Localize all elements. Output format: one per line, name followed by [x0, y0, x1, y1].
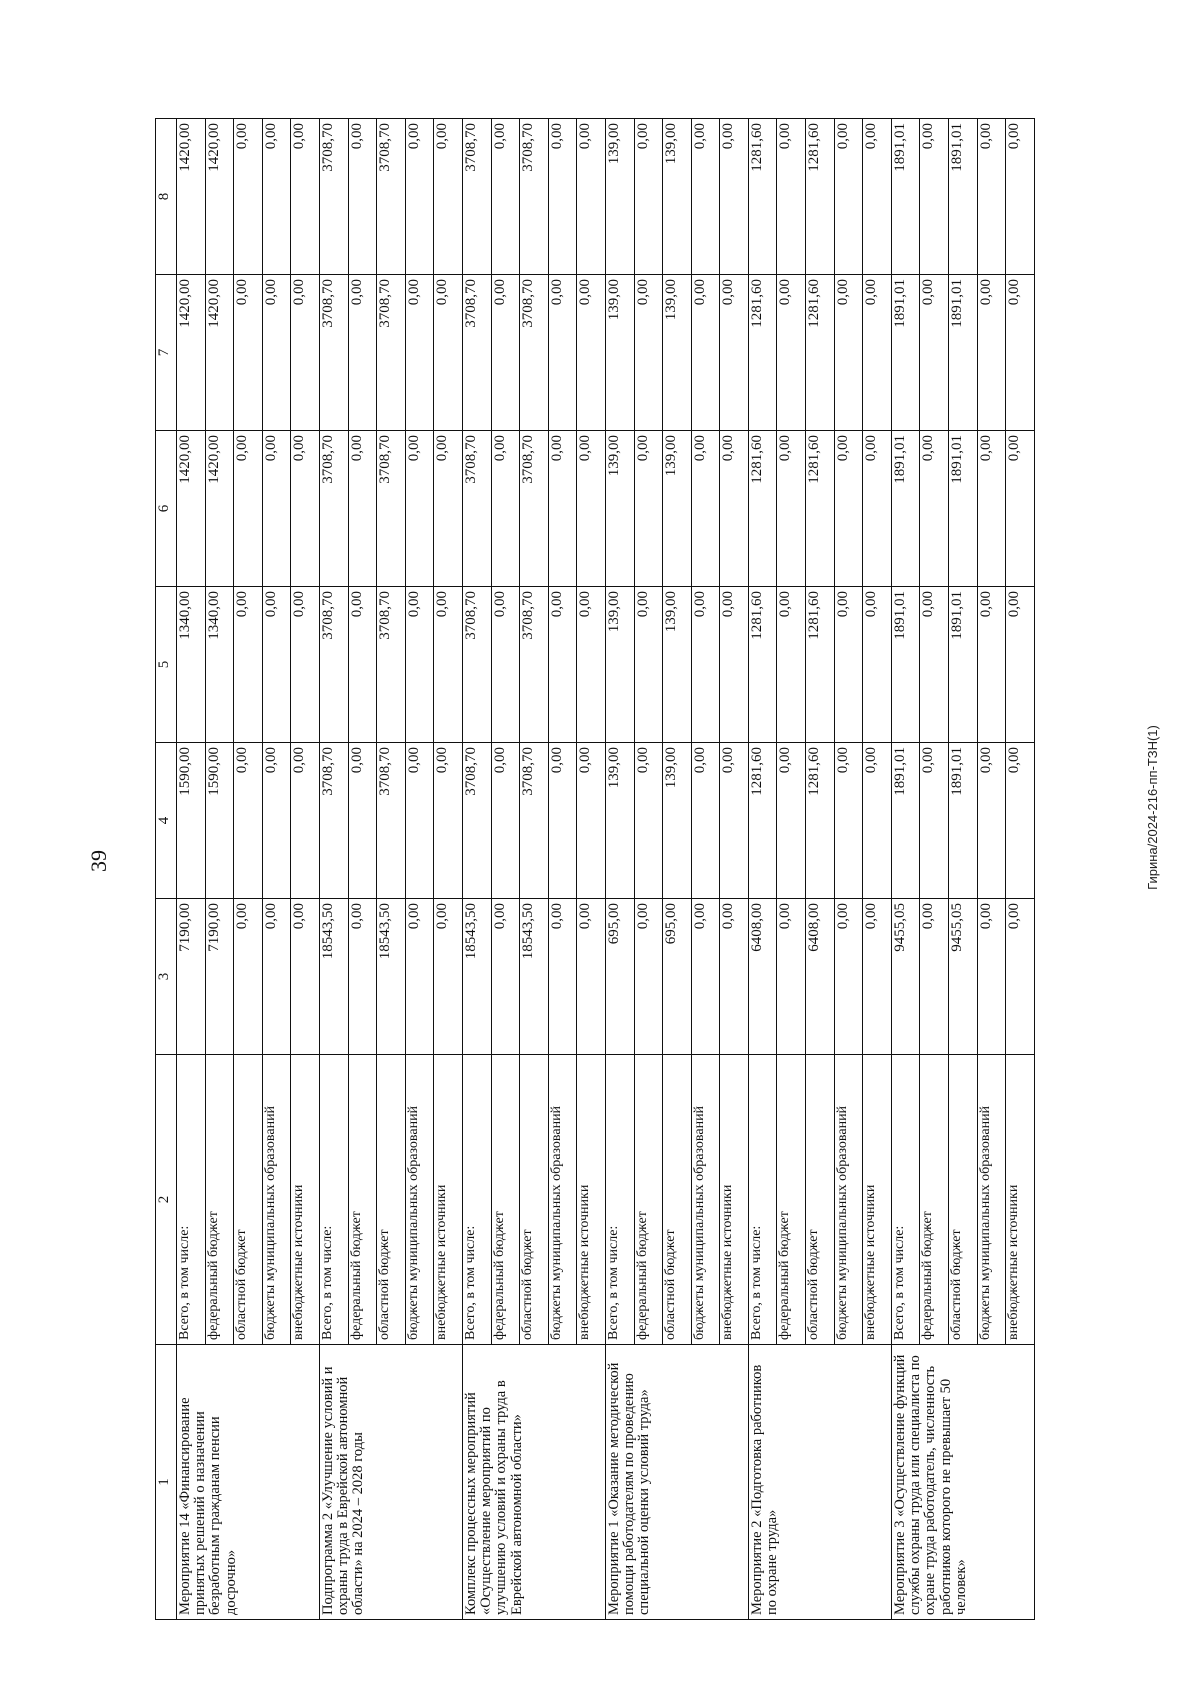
amount-cell: 0,00: [434, 899, 463, 1055]
amount-cell: 3708,70: [462, 587, 491, 743]
amount-cell: 18543,50: [462, 899, 491, 1055]
amount-cell: 3708,70: [377, 119, 406, 275]
amount-cell: 0,00: [577, 119, 606, 275]
amount-cell: 3708,70: [520, 743, 549, 899]
amount-cell: 0,00: [548, 275, 577, 431]
amount-cell: 0,00: [691, 899, 720, 1055]
amount-cell: 1420,00: [205, 275, 234, 431]
funding-source: внебюджетные источники: [577, 1055, 606, 1345]
amount-cell: 1281,60: [748, 743, 777, 899]
table-row: [319, 119, 348, 1620]
amount-cell: 3708,70: [377, 431, 406, 587]
column-header: 1: [156, 1345, 177, 1620]
amount-cell: 0,00: [691, 743, 720, 899]
amount-cell: 0,00: [634, 275, 663, 431]
column-header: 7: [156, 275, 177, 431]
amount-cell: 0,00: [291, 119, 320, 275]
amount-cell: 3708,70: [462, 119, 491, 275]
amount-cell: 1891,01: [949, 431, 978, 587]
amount-cell: 0,00: [548, 431, 577, 587]
amount-cell: 0,00: [634, 431, 663, 587]
amount-cell: 139,00: [663, 275, 692, 431]
funding-source: Всего, в том числе:: [605, 1055, 634, 1345]
amount-cell: 0,00: [920, 119, 949, 275]
amount-cell: 0,00: [291, 431, 320, 587]
amount-cell: 3708,70: [319, 587, 348, 743]
amount-cell: 0,00: [291, 275, 320, 431]
amount-cell: 0,00: [262, 587, 291, 743]
column-header: 5: [156, 587, 177, 743]
funding-source: Всего, в том числе:: [177, 1055, 206, 1345]
amount-cell: 0,00: [920, 431, 949, 587]
funding-source: федеральный бюджет: [205, 1055, 234, 1345]
funding-source: внебюджетные источники: [720, 1055, 749, 1345]
amount-cell: 0,00: [834, 275, 863, 431]
amount-cell: 3708,70: [520, 431, 549, 587]
amount-cell: 0,00: [291, 743, 320, 899]
amount-cell: 0,00: [834, 743, 863, 899]
amount-cell: 0,00: [834, 587, 863, 743]
table-row: [891, 119, 920, 1620]
amount-cell: 0,00: [634, 119, 663, 275]
amount-cell: 0,00: [262, 743, 291, 899]
amount-cell: 0,00: [434, 275, 463, 431]
funding-source: бюджеты муниципальных образований: [691, 1055, 720, 1345]
amount-cell: 0,00: [720, 587, 749, 743]
amount-cell: 695,00: [663, 899, 692, 1055]
amount-cell: 0,00: [777, 587, 806, 743]
amount-cell: 9455,05: [949, 899, 978, 1055]
amount-cell: 6408,00: [748, 899, 777, 1055]
amount-cell: 1281,60: [748, 275, 777, 431]
amount-cell: 0,00: [977, 899, 1006, 1055]
amount-cell: 1891,01: [949, 587, 978, 743]
amount-cell: 0,00: [348, 899, 377, 1055]
amount-cell: 695,00: [605, 899, 634, 1055]
amount-cell: 1891,01: [891, 587, 920, 743]
amount-cell: 0,00: [691, 587, 720, 743]
amount-cell: 0,00: [405, 431, 434, 587]
amount-cell: 18543,50: [319, 899, 348, 1055]
amount-cell: 3708,70: [462, 431, 491, 587]
amount-cell: 3708,70: [319, 431, 348, 587]
amount-cell: 3708,70: [319, 275, 348, 431]
column-header: 8: [156, 119, 177, 275]
amount-cell: 7190,00: [205, 899, 234, 1055]
funding-source: федеральный бюджет: [348, 1055, 377, 1345]
amount-cell: 139,00: [605, 431, 634, 587]
amount-cell: 1281,60: [748, 587, 777, 743]
amount-cell: 1340,00: [205, 587, 234, 743]
amount-cell: 1281,60: [806, 587, 835, 743]
column-header: 6: [156, 431, 177, 587]
amount-cell: 0,00: [863, 899, 892, 1055]
funding-source: внебюджетные источники: [863, 1055, 892, 1345]
amount-cell: 3708,70: [520, 587, 549, 743]
amount-cell: 0,00: [720, 431, 749, 587]
event-title: Мероприятие 3 «Осуществление функций службы охраны труда или специалиста по охране труда работодатель, численность работников которого не превышает 50 человек»: [891, 1345, 1034, 1620]
funding-source: бюджеты муниципальных образований: [548, 1055, 577, 1345]
amount-cell: 0,00: [291, 899, 320, 1055]
amount-cell: 0,00: [548, 587, 577, 743]
funding-source: федеральный бюджет: [777, 1055, 806, 1345]
amount-cell: 0,00: [920, 899, 949, 1055]
event-title: Мероприятие 1 «Оказание методической помощи работодателям по проведению специальной оценки условий труда»: [605, 1345, 748, 1620]
amount-cell: 0,00: [434, 587, 463, 743]
amount-cell: 1420,00: [177, 275, 206, 431]
amount-cell: 0,00: [234, 119, 263, 275]
amount-cell: 0,00: [1006, 743, 1035, 899]
amount-cell: 0,00: [634, 743, 663, 899]
funding-source: Всего, в том числе:: [319, 1055, 348, 1345]
column-header: 2: [156, 1055, 177, 1345]
event-title: Мероприятие 2 «Подготовка работников по охране труда»: [748, 1345, 891, 1620]
table-row: [605, 119, 634, 1620]
rotated-table-container: [155, 120, 1035, 1620]
amount-cell: 1420,00: [205, 431, 234, 587]
amount-cell: 0,00: [434, 431, 463, 587]
amount-cell: 1281,60: [806, 119, 835, 275]
amount-cell: 0,00: [920, 587, 949, 743]
amount-cell: 3708,70: [319, 119, 348, 275]
funding-source: внебюджетные источники: [1006, 1055, 1035, 1345]
amount-cell: 3708,70: [462, 743, 491, 899]
page-number: 39: [86, 850, 111, 872]
column-header: 3: [156, 899, 177, 1055]
document-code: Гирина/2024-216-пп-ТЗН(1): [1144, 725, 1160, 890]
amount-cell: 1891,01: [949, 119, 978, 275]
amount-cell: 0,00: [234, 431, 263, 587]
amount-cell: 0,00: [491, 743, 520, 899]
funding-source: областной бюджет: [806, 1055, 835, 1345]
amount-cell: 1891,01: [891, 275, 920, 431]
amount-cell: 6408,00: [806, 899, 835, 1055]
amount-cell: 0,00: [434, 743, 463, 899]
amount-cell: 139,00: [605, 587, 634, 743]
amount-cell: 0,00: [720, 743, 749, 899]
amount-cell: 18543,50: [377, 899, 406, 1055]
funding-source: областной бюджет: [949, 1055, 978, 1345]
funding-source: бюджеты муниципальных образований: [977, 1055, 1006, 1345]
amount-cell: 0,00: [691, 431, 720, 587]
amount-cell: 0,00: [348, 275, 377, 431]
amount-cell: 1891,01: [891, 431, 920, 587]
funding-source: бюджеты муниципальных образований: [262, 1055, 291, 1345]
amount-cell: 0,00: [720, 899, 749, 1055]
amount-cell: 0,00: [720, 275, 749, 431]
amount-cell: 0,00: [977, 119, 1006, 275]
funding-source: бюджеты муниципальных образований: [405, 1055, 434, 1345]
amount-cell: 0,00: [262, 275, 291, 431]
amount-cell: 0,00: [491, 587, 520, 743]
funding-source: внебюджетные источники: [291, 1055, 320, 1345]
amount-cell: 0,00: [863, 431, 892, 587]
amount-cell: 0,00: [863, 119, 892, 275]
amount-cell: 0,00: [234, 899, 263, 1055]
amount-cell: 0,00: [920, 743, 949, 899]
amount-cell: 1281,60: [806, 743, 835, 899]
amount-cell: 0,00: [491, 899, 520, 1055]
amount-cell: 1891,01: [891, 743, 920, 899]
amount-cell: 1891,01: [949, 743, 978, 899]
amount-cell: 0,00: [863, 275, 892, 431]
funding-source: внебюджетные источники: [434, 1055, 463, 1345]
amount-cell: 0,00: [548, 743, 577, 899]
amount-cell: 0,00: [863, 743, 892, 899]
amount-cell: 0,00: [777, 119, 806, 275]
amount-cell: 0,00: [834, 899, 863, 1055]
amount-cell: 0,00: [262, 431, 291, 587]
funding-source: федеральный бюджет: [920, 1055, 949, 1345]
amount-cell: 1891,01: [949, 275, 978, 431]
funding-source: федеральный бюджет: [634, 1055, 663, 1345]
amount-cell: 1281,60: [806, 431, 835, 587]
amount-cell: 0,00: [234, 743, 263, 899]
funding-source: федеральный бюджет: [491, 1055, 520, 1345]
amount-cell: 1420,00: [177, 119, 206, 275]
amount-cell: 0,00: [577, 743, 606, 899]
amount-cell: 0,00: [777, 743, 806, 899]
amount-cell: 18543,50: [520, 899, 549, 1055]
amount-cell: 1420,00: [177, 431, 206, 587]
amount-cell: 0,00: [405, 899, 434, 1055]
amount-cell: 0,00: [234, 587, 263, 743]
amount-cell: 0,00: [1006, 119, 1035, 275]
amount-cell: 0,00: [491, 275, 520, 431]
amount-cell: 139,00: [663, 587, 692, 743]
table-body: [177, 119, 1035, 1620]
amount-cell: 0,00: [691, 275, 720, 431]
amount-cell: 0,00: [577, 275, 606, 431]
funding-source: областной бюджет: [520, 1055, 549, 1345]
amount-cell: 0,00: [491, 119, 520, 275]
amount-cell: 0,00: [1006, 899, 1035, 1055]
amount-cell: 0,00: [920, 275, 949, 431]
amount-cell: 0,00: [634, 899, 663, 1055]
budget-table: [155, 118, 1035, 1620]
funding-source: областной бюджет: [234, 1055, 263, 1345]
amount-cell: 1281,60: [748, 119, 777, 275]
amount-cell: 0,00: [348, 431, 377, 587]
amount-cell: 0,00: [405, 275, 434, 431]
event-title: Подпрограмма 2 «Улучшение условий и охраны труда в Еврейской автономной области» на 2024 – 2028 годы: [319, 1345, 462, 1620]
amount-cell: 0,00: [548, 899, 577, 1055]
amount-cell: 0,00: [291, 587, 320, 743]
amount-cell: 1590,00: [205, 743, 234, 899]
amount-cell: 0,00: [262, 899, 291, 1055]
amount-cell: 3708,70: [319, 743, 348, 899]
amount-cell: 1281,60: [806, 275, 835, 431]
amount-cell: 139,00: [605, 275, 634, 431]
amount-cell: 0,00: [234, 275, 263, 431]
amount-cell: 0,00: [405, 119, 434, 275]
funding-source: Всего, в том числе:: [891, 1055, 920, 1345]
amount-cell: 0,00: [405, 743, 434, 899]
amount-cell: 139,00: [605, 743, 634, 899]
amount-cell: 0,00: [348, 743, 377, 899]
event-title: Комплекс процессных мероприятий «Осуществление мероприятий по улучшению условий и охраны труда в Еврейской автономной области»: [462, 1345, 605, 1620]
amount-cell: 1340,00: [177, 587, 206, 743]
amount-cell: 0,00: [691, 119, 720, 275]
amount-cell: 1590,00: [177, 743, 206, 899]
amount-cell: 0,00: [405, 587, 434, 743]
amount-cell: 3708,70: [462, 275, 491, 431]
amount-cell: 0,00: [977, 743, 1006, 899]
amount-cell: 0,00: [434, 119, 463, 275]
amount-cell: 0,00: [977, 431, 1006, 587]
amount-cell: 9455,05: [891, 899, 920, 1055]
funding-source: Всего, в том числе:: [748, 1055, 777, 1345]
funding-source: областной бюджет: [663, 1055, 692, 1345]
header-row: [156, 119, 177, 1620]
amount-cell: 0,00: [777, 431, 806, 587]
amount-cell: 0,00: [348, 587, 377, 743]
table-row: [462, 119, 491, 1620]
amount-cell: 0,00: [977, 587, 1006, 743]
amount-cell: 0,00: [1006, 587, 1035, 743]
event-title: Мероприятие 14 «Финансирование принятых решений о назначении безработным гражданам пенсии досрочно»: [177, 1345, 320, 1620]
amount-cell: 0,00: [577, 431, 606, 587]
amount-cell: 0,00: [1006, 275, 1035, 431]
funding-source: бюджеты муниципальных образований: [834, 1055, 863, 1345]
amount-cell: 7190,00: [177, 899, 206, 1055]
table-row: [177, 119, 206, 1620]
amount-cell: 0,00: [348, 119, 377, 275]
amount-cell: 3708,70: [377, 275, 406, 431]
amount-cell: 0,00: [634, 587, 663, 743]
amount-cell: 139,00: [663, 743, 692, 899]
amount-cell: 0,00: [777, 899, 806, 1055]
amount-cell: 139,00: [605, 119, 634, 275]
amount-cell: 0,00: [577, 587, 606, 743]
amount-cell: 3708,70: [520, 275, 549, 431]
amount-cell: 0,00: [262, 119, 291, 275]
amount-cell: 3708,70: [377, 743, 406, 899]
column-header: 4: [156, 743, 177, 899]
funding-source: Всего, в том числе:: [462, 1055, 491, 1345]
amount-cell: 3708,70: [377, 587, 406, 743]
amount-cell: 0,00: [577, 899, 606, 1055]
amount-cell: 0,00: [834, 431, 863, 587]
amount-cell: 1891,01: [891, 119, 920, 275]
amount-cell: 139,00: [663, 119, 692, 275]
amount-cell: 0,00: [863, 587, 892, 743]
funding-source: областной бюджет: [377, 1055, 406, 1345]
amount-cell: 0,00: [548, 119, 577, 275]
amount-cell: 0,00: [777, 275, 806, 431]
amount-cell: 0,00: [720, 119, 749, 275]
amount-cell: 3708,70: [520, 119, 549, 275]
amount-cell: 1281,60: [748, 431, 777, 587]
amount-cell: 0,00: [834, 119, 863, 275]
amount-cell: 0,00: [491, 431, 520, 587]
table-row: [748, 119, 777, 1620]
amount-cell: 139,00: [663, 431, 692, 587]
amount-cell: 1420,00: [205, 119, 234, 275]
amount-cell: 0,00: [977, 275, 1006, 431]
amount-cell: 0,00: [1006, 431, 1035, 587]
